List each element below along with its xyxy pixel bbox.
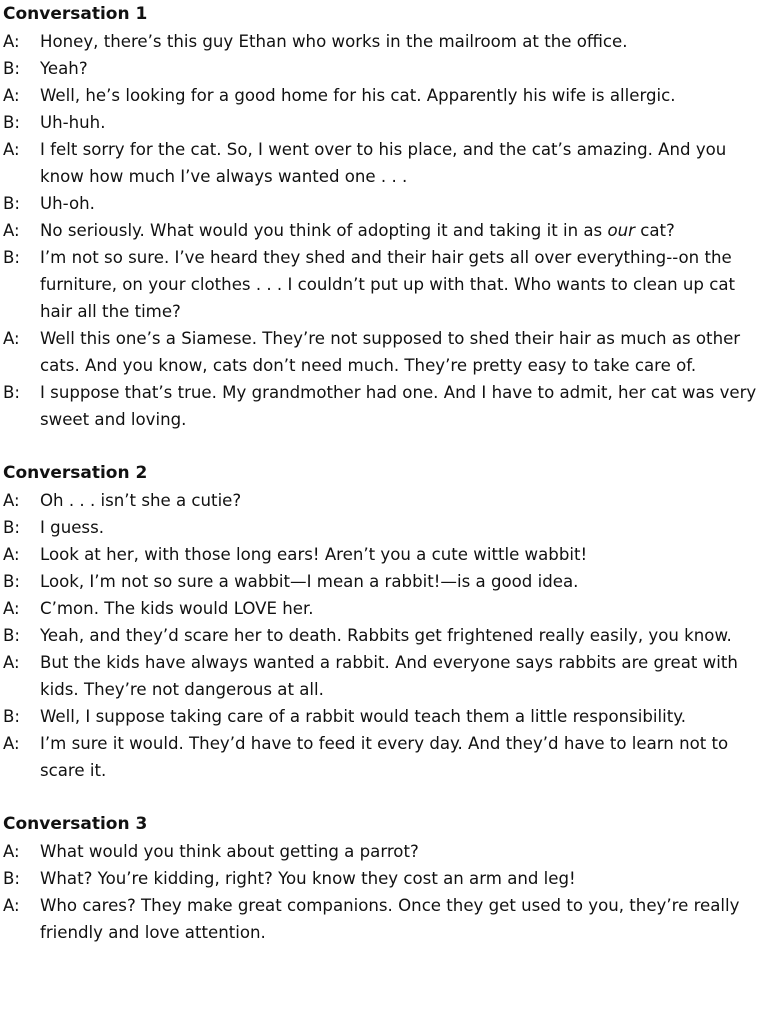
dialogue-text: I’m not so sure. I’ve heard they shed and their hair gets all over everything--on the furniture, on your clothes . . . I couldn’t put up with that. Who wants to clean up cat hair all the time?	[40, 248, 736, 321]
dialogue-line	[3, 379, 758, 433]
speaker-label: A:	[3, 329, 20, 348]
dialogue-line	[3, 28, 758, 55]
dialogue-text: What? You’re kidding, right? You know they cost an arm and leg!	[40, 869, 576, 888]
dialogue-text: But the kids have always wanted a rabbit. And everyone says rabbits are great with kids. They’re not dangerous at all.	[40, 653, 738, 699]
dialogue-text-part: No seriously. What would you think of adopting it and taking it in as	[40, 221, 608, 240]
dialogue-line	[3, 109, 758, 136]
dialogue-text: What would you think about getting a parrot?	[40, 842, 419, 861]
dialogue-text: Look at her, with those long ears! Aren’t you a cute wittle wabbit!	[40, 545, 588, 564]
dialogue-text: Yeah?	[40, 59, 88, 78]
speaker-label: B:	[3, 383, 20, 402]
dialogue-text: Uh-oh.	[40, 194, 95, 213]
speaker-label: B:	[3, 518, 20, 537]
dialogue-line	[3, 244, 758, 325]
speaker-label: A:	[3, 221, 20, 240]
dialogue-line	[3, 703, 758, 730]
dialogue-line	[3, 730, 758, 784]
dialogue-text: Look, I’m not so sure a wabbit—I mean a rabbit!—is a good idea.	[40, 572, 579, 591]
dialogue-line	[3, 568, 758, 595]
speaker-label: B:	[3, 59, 20, 78]
dialogue-text: I’m sure it would. They’d have to feed it every day. And they’d have to learn not to scare it.	[40, 734, 729, 780]
dialogue-text	[40, 217, 758, 244]
speaker-label: B:	[3, 869, 20, 888]
dialogue-line	[3, 541, 758, 568]
dialogue-text: Who cares? They make great companions. Once they get used to you, they’re really friendly and love attention.	[40, 896, 740, 942]
dialogue-text: Well, he’s looking for a good home for his cat. Apparently his wife is allergic.	[40, 86, 676, 105]
dialogue-line	[3, 622, 758, 649]
speaker-label: B:	[3, 626, 20, 645]
dialogue-line	[3, 892, 758, 946]
conversation-3	[3, 811, 758, 946]
conversation-1	[3, 1, 758, 433]
speaker-label: B:	[3, 248, 20, 267]
dialogue-line	[3, 649, 758, 703]
speaker-label: A:	[3, 86, 20, 105]
speaker-label: A:	[3, 545, 20, 564]
dialogue-line	[3, 865, 758, 892]
dialogue-line	[3, 136, 758, 190]
dialogue-line	[3, 55, 758, 82]
speaker-label: A:	[3, 491, 20, 510]
dialogue-line	[3, 487, 758, 514]
dialogue-text: I guess.	[40, 518, 104, 537]
dialogue-text: Honey, there’s this guy Ethan who works in the mailroom at the office.	[40, 32, 628, 51]
emphasized-word: our	[607, 221, 635, 240]
dialogue-line	[3, 514, 758, 541]
conversation-title: Conversation 2	[3, 463, 148, 483]
speaker-label: B:	[3, 707, 20, 726]
dialogue-line	[3, 838, 758, 865]
dialogue-line	[3, 595, 758, 622]
dialogue-line	[3, 82, 758, 109]
speaker-label: A:	[3, 653, 20, 672]
dialogue-text: Well, I suppose taking care of a rabbit would teach them a little responsibility.	[40, 707, 686, 726]
speaker-label: B:	[3, 194, 20, 213]
dialogue-text: Well this one’s a Siamese. They’re not supposed to shed their hair as much as other cats. And you know, cats don’t need much. They’re pretty easy to take care of.	[40, 329, 741, 375]
dialogue-text: C’mon. The kids would LOVE her.	[40, 599, 314, 618]
dialogue-text: Uh-huh.	[40, 113, 106, 132]
speaker-label: A:	[3, 32, 20, 51]
dialogue-text: I suppose that’s true. My grandmother had one. And I have to admit, her cat was very sweet and loving.	[40, 383, 757, 429]
speaker-label: B:	[3, 572, 20, 591]
dialogue-text: Yeah, and they’d scare her to death. Rabbits get frightened really easily, you know.	[40, 626, 732, 645]
speaker-label: A:	[3, 599, 20, 618]
conversation-title: Conversation 3	[3, 814, 148, 834]
speaker-label: A:	[3, 842, 20, 861]
conversation-2	[3, 460, 758, 784]
dialogue-text: Oh . . . isn’t she a cutie?	[40, 491, 242, 510]
speaker-label: B:	[3, 113, 20, 132]
speaker-label: A:	[3, 140, 20, 159]
dialogue-line	[3, 325, 758, 379]
dialogue-line	[3, 190, 758, 217]
speaker-label: A:	[3, 896, 20, 915]
dialogue-line	[3, 217, 758, 244]
dialogue-text: I felt sorry for the cat. So, I went over to his place, and the cat’s amazing. And you know how much I’ve always wanted one . . .	[40, 140, 727, 186]
dialogue-text-part: cat?	[634, 221, 675, 240]
speaker-label: A:	[3, 734, 20, 753]
conversation-title: Conversation 1	[3, 4, 148, 24]
